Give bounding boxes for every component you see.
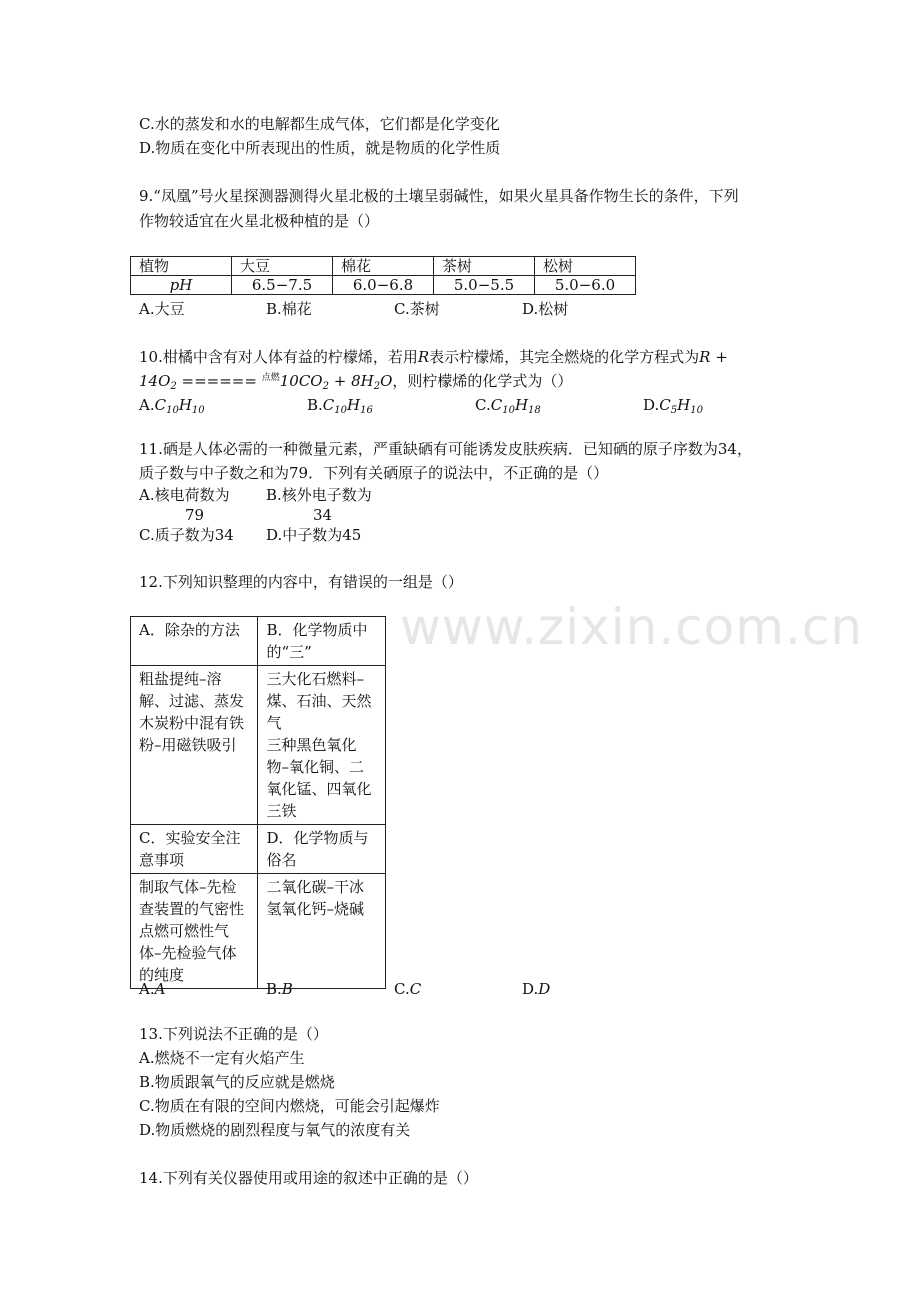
q10-eq-sub: 2 xyxy=(170,381,177,392)
knowledge-cell: B．化学物质中的“三” xyxy=(258,617,386,666)
q9-option-c[interactable]: C.茶树 xyxy=(394,300,440,318)
q9-option-b[interactable]: B.棉花 xyxy=(266,300,312,318)
q10-r-plus: R + xyxy=(699,348,728,366)
q10-option-d[interactable] xyxy=(643,395,703,421)
q10-equation-line xyxy=(139,371,572,397)
formula-h: H xyxy=(677,396,691,414)
q11-stem-line2: 质子数与中子数之和为79．下列有关硒原子的说法中，不正确的是（） xyxy=(139,464,609,482)
formula-h: H xyxy=(514,396,529,414)
q13-option-c[interactable]: C.物质在有限的空间内燃烧，可能会引起爆炸 xyxy=(139,1097,440,1115)
option-prefix: C. xyxy=(475,396,491,414)
q10-stem-text-a: 10.柑橘中含有对人体有益的柠檬烯，若用 xyxy=(139,348,418,366)
formula-sub: 10 xyxy=(191,405,205,416)
q11-option-a[interactable]: A.核电荷数为 xyxy=(139,486,230,504)
q9-stem-line1: 9.“凤凰”号火星探测器测得火星北极的土壤呈弱碱性，如果火星具备作物生长的条件，下列 xyxy=(139,187,739,205)
q10-option-b[interactable] xyxy=(307,395,373,421)
formula-c: C xyxy=(322,396,335,414)
q10-eq-14o: 14O xyxy=(139,372,171,390)
q10-stem-tail: ，则柠檬烯的化学式为（） xyxy=(392,372,573,390)
ph-header-cell: 植物 xyxy=(131,257,232,276)
option-value: A xyxy=(154,980,166,998)
q10-eq-h: + 8H xyxy=(328,372,374,390)
q13-option-a[interactable]: A.燃烧不一定有火焰产生 xyxy=(139,1049,305,1067)
q8-option-c: C.水的蒸发和水的电解都生成气体，它们都是化学变化 xyxy=(139,115,500,133)
formula-sub: 10 xyxy=(166,405,179,416)
option-value: B xyxy=(281,980,293,998)
option-prefix: A. xyxy=(139,980,155,998)
q11-option-b-value: 34 xyxy=(313,506,333,524)
q10-eq-o: O xyxy=(380,372,393,390)
option-prefix: A. xyxy=(139,396,155,414)
q11-option-a-value: 79 xyxy=(185,506,205,524)
q14-stem: 14.下列有关仪器使用或用途的叙述中正确的是（） xyxy=(139,1169,478,1187)
formula-sub: 18 xyxy=(528,405,541,416)
q11-option-c[interactable]: C.质子数为34 xyxy=(139,526,234,544)
ph-value-cell: 6.0−6.8 xyxy=(333,276,434,295)
option-prefix: D. xyxy=(643,396,660,414)
formula-sub: 10 xyxy=(690,405,703,416)
ph-header-cell: 茶树 xyxy=(434,257,535,276)
knowledge-cell: 三大化石燃料–煤、石油、天然气 三种黑色氧化物–氧化铜、二氧化锰、四氧化三铁 xyxy=(258,666,386,825)
ph-table xyxy=(130,256,636,295)
q10-option-a[interactable] xyxy=(139,395,205,421)
knowledge-cell: D．化学物质与俗名 xyxy=(258,825,386,874)
ph-value-cell: 6.5−7.5 xyxy=(232,276,333,295)
knowledge-cell: 二氧化碳–干冰 氢氧化钙–烧碱 xyxy=(258,874,386,989)
q11-option-d[interactable]: D.中子数为45 xyxy=(266,526,362,544)
watermark: www.zixin.com.cn xyxy=(400,598,864,656)
knowledge-table-row xyxy=(131,874,386,989)
q13-stem: 13.下列说法不正确的是（） xyxy=(139,1025,328,1043)
knowledge-cell: A．除杂的方法 xyxy=(131,617,258,666)
option-prefix: B. xyxy=(307,396,323,414)
q10-eq-condition: 点燃 xyxy=(261,373,280,383)
q10-stem-line1 xyxy=(139,347,728,367)
ph-row-label: pH xyxy=(131,276,232,295)
q12-option-d[interactable] xyxy=(522,979,550,999)
q10-eq-arrow: ====== xyxy=(176,372,262,390)
q9-option-a[interactable]: A.大豆 xyxy=(139,300,185,318)
knowledge-cell: 制取气体–先检查装置的气密性 点燃可燃性气体–先检验气体的纯度 xyxy=(131,874,258,989)
ph-value-cell: 5.0−6.0 xyxy=(535,276,636,295)
option-value: D xyxy=(538,980,551,998)
option-prefix: D. xyxy=(522,980,539,998)
q12-stem: 12.下列知识整理的内容中，有错误的一组是（） xyxy=(139,573,463,591)
formula-h: H xyxy=(347,396,361,414)
formula-c: C xyxy=(154,396,167,414)
formula-sub: 16 xyxy=(360,405,373,416)
formula-sub: 10 xyxy=(334,405,348,416)
knowledge-table-row xyxy=(131,666,386,825)
q8-option-d: D.物质在变化中所表现出的性质，就是物质的化学性质 xyxy=(139,139,501,157)
ph-table-values xyxy=(131,276,636,295)
ph-table-header xyxy=(131,257,636,276)
formula-sub: 10 xyxy=(502,405,515,416)
q13-option-b[interactable]: B.物质跟氧气的反应就是燃烧 xyxy=(139,1073,335,1091)
q9-option-d[interactable]: D.松树 xyxy=(522,300,569,318)
knowledge-table xyxy=(130,616,386,989)
q11-stem-line1: 11.硒是人体必需的一种微量元素，严重缺硒有可能诱发皮肤疾病．已知硒的原子序数为34， xyxy=(139,440,752,458)
option-prefix: C. xyxy=(394,980,410,998)
q10-eq-sub: 2 xyxy=(373,381,381,392)
q13-option-d[interactable]: D.物质燃烧的剧烈程度与氧气的浓度有关 xyxy=(139,1121,411,1139)
knowledge-table-row xyxy=(131,825,386,874)
ph-value-cell: 5.0−5.5 xyxy=(434,276,535,295)
knowledge-table-row xyxy=(131,617,386,666)
q12-option-a[interactable] xyxy=(139,979,165,999)
formula-c: C xyxy=(490,396,503,414)
formula-c: C xyxy=(659,396,671,414)
q10-eq-sub: 2 xyxy=(322,381,329,392)
q12-option-c[interactable] xyxy=(394,979,421,999)
ph-header-cell: 大豆 xyxy=(232,257,333,276)
formula-sub: 5 xyxy=(670,405,678,416)
q10-eq-co: 10CO xyxy=(279,372,323,390)
q11-option-b[interactable]: B.核外电子数为 xyxy=(266,486,372,504)
q10-r-symbol: R xyxy=(417,348,430,366)
q9-stem-line2: 作物较适宜在火星北极种植的是（） xyxy=(139,212,380,230)
q10-stem-text-b: 表示柠檬烯，其完全燃烧的化学方程式为 xyxy=(429,348,700,366)
ph-header-cell: 松树 xyxy=(535,257,636,276)
knowledge-cell: C．实验安全注意事项 xyxy=(131,825,258,874)
formula-h: H xyxy=(178,396,192,414)
q10-option-c[interactable] xyxy=(475,395,541,421)
option-prefix: B. xyxy=(266,980,282,998)
ph-header-cell: 棉花 xyxy=(333,257,434,276)
q12-option-b[interactable] xyxy=(266,979,293,999)
option-value: C xyxy=(409,980,422,998)
knowledge-cell: 粗盐提纯–溶解、过滤、蒸发 木炭粉中混有铁粉–用磁铁吸引 xyxy=(131,666,258,825)
